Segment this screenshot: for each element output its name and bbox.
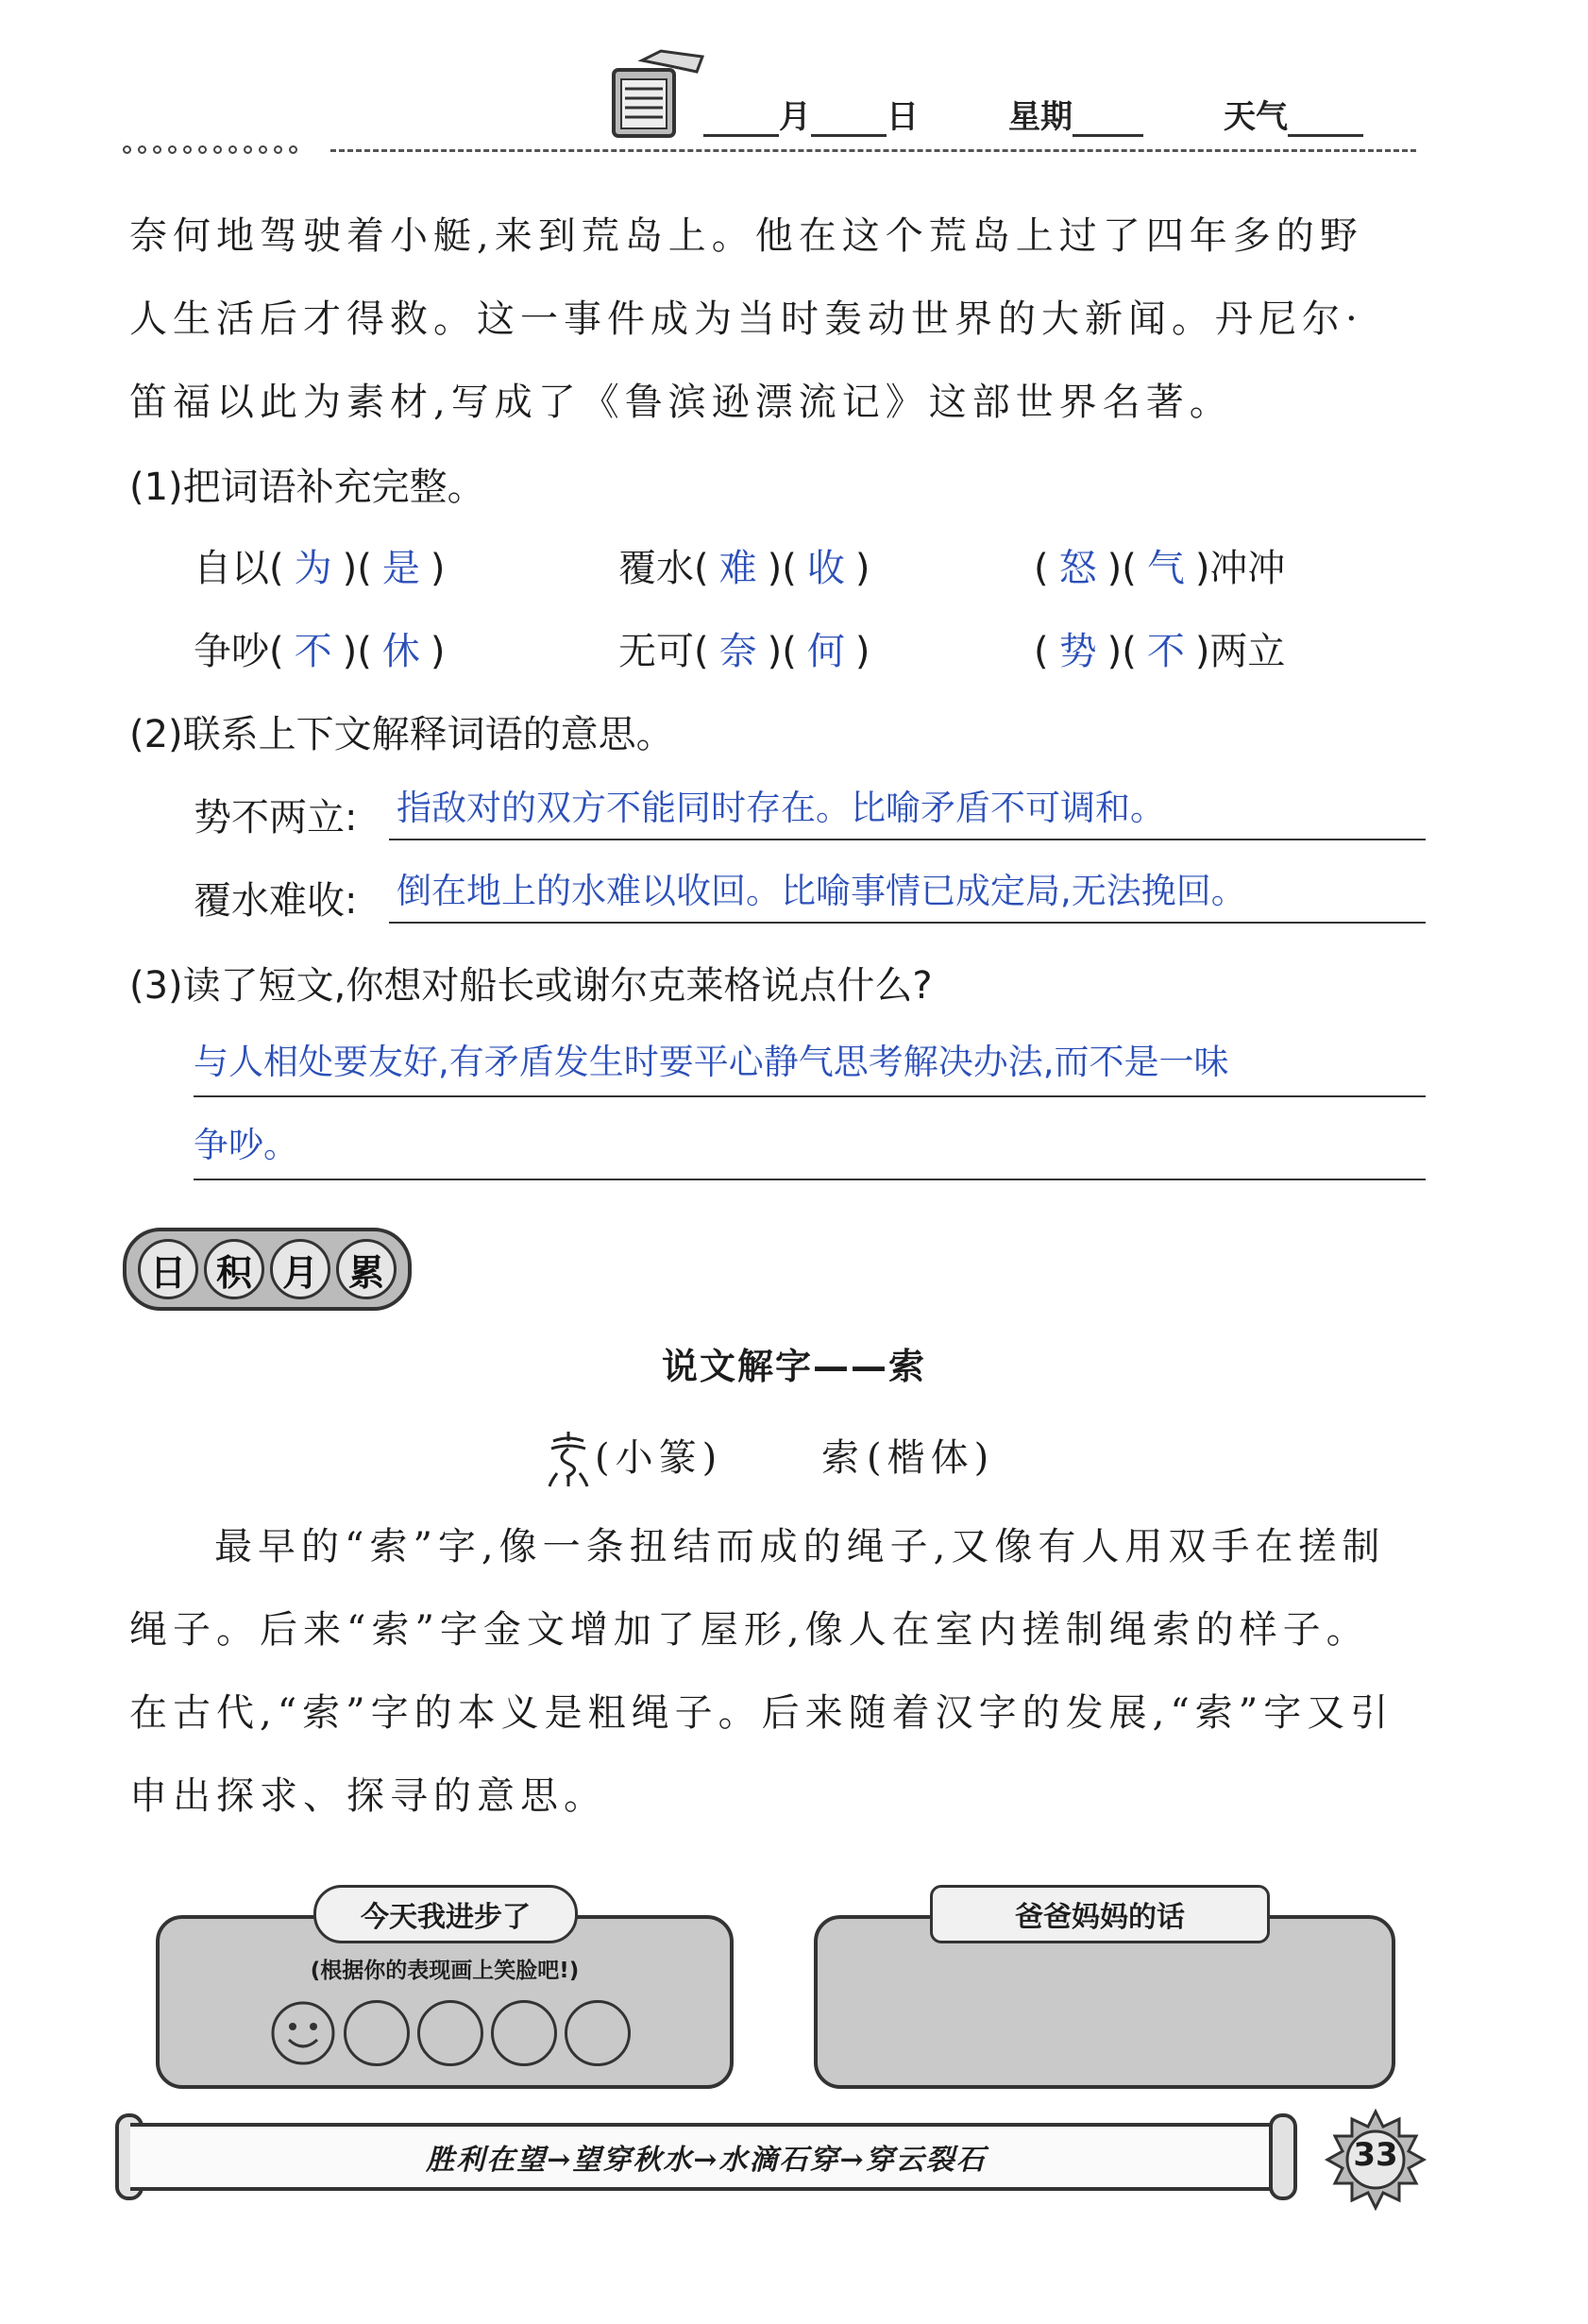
answer-blank[interactable]: 势 <box>1058 630 1097 673</box>
day-blank[interactable] <box>811 99 887 137</box>
answer-blank[interactable]: 休 <box>381 630 420 673</box>
kai-label: (楷体) <box>867 1436 995 1480</box>
q1-title: (1)把词语补充完整。 <box>129 466 485 509</box>
seal-label: (小篆) <box>595 1436 723 1480</box>
section-body-line: 绳子。后来“索”字金文增加了屋形,像人在室内搓制绳索的样子。 <box>129 1608 1370 1652</box>
answer-blank[interactable]: 怒 <box>1058 547 1097 590</box>
answer-blank[interactable]: 难 <box>718 547 757 590</box>
passage-line: 人生活后才得救。这一事件成为当时轰动世界的大新闻。丹尼尔· <box>129 297 1363 341</box>
q1-row-1 <box>194 540 1285 597</box>
page-number: 33 <box>1353 2136 1398 2174</box>
answer-blank[interactable]: 气 <box>1146 547 1185 590</box>
answer-blank[interactable]: 是 <box>381 547 420 590</box>
section-badge <box>123 1228 412 1311</box>
empty-face-circle[interactable] <box>344 2000 410 2066</box>
passage-line: 笛福以此为素材,写成了《鲁滨逊漂流记》这部世界名著。 <box>129 381 1233 424</box>
smiley-face-icon[interactable] <box>270 2000 336 2066</box>
q3-answer-line[interactable]: 与人相处要友好,有矛盾发生时要平心静气思考解决办法,而不是一味 <box>194 1031 1426 1097</box>
section-title: 说文解字——索 <box>661 1346 926 1387</box>
answer-blank[interactable]: 不 <box>294 630 332 673</box>
section-body-line: 在古代,“索”字的本义是粗绳子。后来随着汉字的发展,“索”字又引 <box>129 1691 1394 1735</box>
calendar-icon <box>604 47 708 142</box>
idiom-chain-scroll <box>130 2123 1282 2191</box>
empty-face-circle[interactable] <box>491 2000 557 2066</box>
section-body-line: 申出探求、探寻的意思。 <box>129 1774 607 1818</box>
idiom-blank-group: 无可( 奈 )( 何 ) <box>618 623 1034 680</box>
month-blank[interactable] <box>703 99 779 137</box>
date-line <box>703 91 1363 137</box>
weekday-blank[interactable] <box>1073 99 1143 137</box>
q2-term: 势不两立: <box>194 796 358 840</box>
kai-char: 索 <box>821 1436 865 1480</box>
progress-hint: (根据你的表现画上笑脸吧!) <box>310 1959 580 1983</box>
empty-face-circle[interactable] <box>565 2000 631 2066</box>
q2-title: (2)联系上下文解释词语的意思。 <box>129 713 674 756</box>
header-rule <box>330 149 1416 152</box>
month-label: 月 <box>779 98 811 136</box>
seal-script-suo-glyph <box>546 1430 591 1488</box>
q2-answer-line[interactable]: 指敌对的双方不能同时存在。比喻矛盾不可调和。 <box>389 780 1426 840</box>
weather-label: 天气 <box>1224 98 1288 136</box>
scroll-right-end <box>1269 2113 1297 2200</box>
answer-blank[interactable]: 收 <box>806 547 845 590</box>
badge-char: 累 <box>336 1239 397 1299</box>
weather-blank[interactable] <box>1288 99 1363 137</box>
idiom-blank-group: 争吵( 不 )( 休 ) <box>194 623 618 680</box>
idiom-blank-group: ( 怒 )( 气 )冲冲 <box>1034 540 1285 597</box>
idiom-chain: 胜利在望→望穿秋水→水滴石穿→穿云裂石 <box>426 2144 987 2177</box>
passage <box>129 195 1363 444</box>
answer-blank[interactable]: 不 <box>1146 630 1185 673</box>
badge-char: 积 <box>204 1239 264 1299</box>
q3-title: (3)读了短文,你想对船长或谢尔克莱格说点什么? <box>129 964 933 1008</box>
idiom-blank-group: 自以( 为 )( 是 ) <box>194 540 618 597</box>
section-body-line: 最早的“索”字,像一条扭结而成的绳子,又像有人用双手在搓制 <box>214 1525 1386 1569</box>
parents-box-title: 爸爸妈妈的话 <box>930 1885 1270 1943</box>
idiom-blank-group: 覆水( 难 )( 收 ) <box>618 540 1034 597</box>
badge-char: 月 <box>270 1239 330 1299</box>
passage-line: 奈何地驾驶着小艇,来到荒岛上。他在这个荒岛上过了四年多的野 <box>129 214 1363 258</box>
section-body <box>129 1505 1451 1838</box>
q1-row-2 <box>194 623 1285 680</box>
answer-blank[interactable]: 何 <box>806 630 845 673</box>
header-dots <box>123 145 297 154</box>
answer-blank[interactable]: 奈 <box>718 630 757 673</box>
answer-blank[interactable]: 为 <box>294 547 332 590</box>
badge-char: 日 <box>138 1239 198 1299</box>
idiom-blank-group: ( 势 )( 不 )两立 <box>1034 623 1285 680</box>
smiley-row <box>270 2000 631 2066</box>
q2-term: 覆水难收: <box>194 879 358 923</box>
progress-box-title: 今天我进步了 <box>313 1885 578 1943</box>
weekday-label: 星期 <box>1008 98 1073 136</box>
q2-answer-line[interactable]: 倒在地上的水难以收回。比喻事情已成定局,无法挽回。 <box>389 863 1426 924</box>
day-label: 日 <box>887 98 919 136</box>
q3-answer-line[interactable]: 争吵。 <box>194 1114 1426 1180</box>
empty-face-circle[interactable] <box>417 2000 483 2066</box>
